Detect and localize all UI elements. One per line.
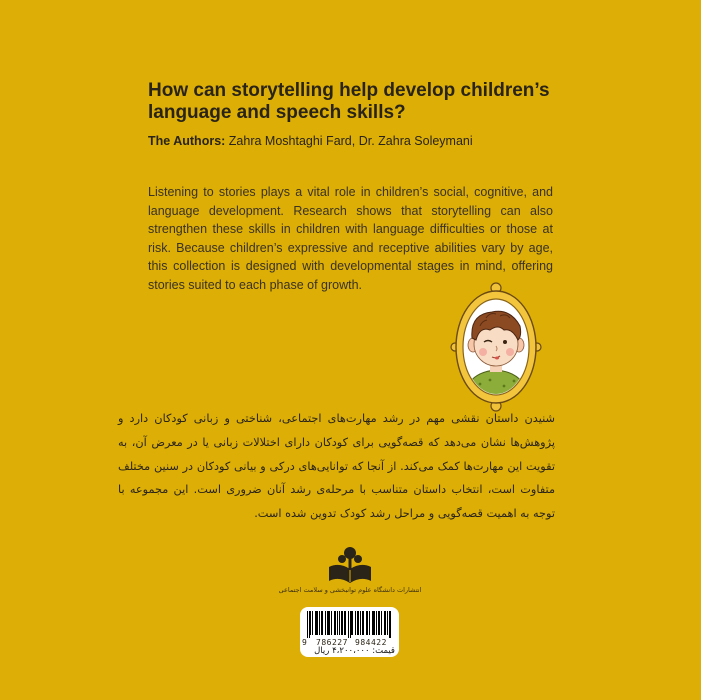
child-portrait-illustration — [450, 282, 542, 412]
barcode-bar — [379, 611, 380, 635]
barcode-bar — [350, 611, 351, 638]
barcode-bar — [369, 611, 370, 635]
barcode-bar — [315, 611, 316, 635]
barcode-bar — [358, 611, 359, 635]
barcode-bar — [325, 611, 326, 635]
authors-label: The Authors: — [148, 134, 226, 148]
barcode-bar — [360, 611, 361, 635]
barcode-bar — [372, 611, 373, 635]
barcode-bar — [355, 611, 356, 635]
barcode-bar — [351, 611, 352, 635]
barcode-bar — [344, 611, 345, 635]
barcode-bar — [390, 611, 391, 638]
publisher-name: انتشارات دانشگاه علوم توانبخشی و سلامت اجتماعی — [278, 586, 422, 594]
barcode-bar — [367, 611, 368, 635]
barcode-bar — [335, 611, 336, 635]
barcode-bar — [373, 611, 374, 635]
barcode-bar — [341, 611, 342, 635]
authors-names: Zahra Moshtaghi Fard, Dr. Zahra Soleymani — [225, 134, 473, 148]
barcode-bar — [376, 611, 377, 635]
barcode-bar — [342, 611, 343, 635]
barcode-digits-right: 984422 — [355, 638, 387, 647]
barcode-bar — [378, 611, 379, 635]
barcode-bar — [385, 611, 386, 635]
book-title: How can storytelling help develop children’s language and speech skills? — [148, 80, 550, 123]
barcode-bar — [319, 611, 320, 635]
barcode-bar — [363, 611, 364, 635]
barcode-bar — [345, 611, 346, 635]
barcode-bar — [316, 611, 317, 635]
barcode-first-digit: 9 — [302, 638, 307, 647]
barcode-bar — [334, 611, 335, 635]
barcode-bar — [328, 611, 329, 635]
barcode-bar — [389, 611, 390, 638]
barcode-bar — [374, 611, 375, 635]
barcode-bar — [327, 611, 328, 635]
barcode-bar — [310, 611, 311, 635]
price-label: قیمت: ۴،۲۰۰،۰۰۰ ریال — [314, 646, 395, 656]
persian-description: شنیدن داستان نقشی مهم در رشد مهارت‌های اجتماعی، شناختی و زبانی کودکان دارد و پژوهش‌ها نشان می‌دهد که قصه‌گویی برای کودکان دارای اختلالات زبانی یا در معرض آن، به تقویت این مهارت‌ها کمک می‌کند. از آنجا که توانایی‌های درکی و بیانی کودکان در سنین مختلف متفاوت است، انتخاب داستان متناسب با مرحله‌ی رشد آنان ضروری است. این مجموعه با توجه به اهمیت قصه‌گویی و مراحل رشد کودک تدوین شده است. — [118, 412, 555, 521]
isbn-barcode — [306, 611, 394, 638]
barcode-bar — [357, 611, 358, 635]
barcode-bar — [322, 611, 323, 635]
barcode-digits-left: 786227 — [316, 638, 348, 647]
authors-line — [148, 134, 473, 148]
publisher-logo-icon — [327, 545, 373, 585]
barcode-bar — [307, 611, 308, 638]
barcode-bar — [312, 611, 313, 635]
barcode-bar — [366, 611, 367, 635]
barcode-bar — [329, 611, 330, 635]
barcode-bar — [309, 611, 310, 638]
english-description: Listening to stories plays a vital role in children’s social, cognitive, and language development. Research shows that storytelling can also strengthen these skills in children with language difficulties or those at risk. Because children’s expressive and receptive abilities vary by age, this collection is designed with developmental stages in mind, offering stories suited to each phase of growth. — [148, 185, 553, 292]
barcode-bar — [352, 611, 353, 635]
barcode-bar — [339, 611, 340, 635]
barcode-bar — [321, 611, 322, 635]
barcode-bar — [348, 611, 349, 638]
barcode-bar — [337, 611, 338, 635]
barcode-bar — [387, 611, 388, 635]
isbn-barcode-panel — [300, 607, 399, 657]
barcode-bar — [362, 611, 363, 635]
barcode-bar — [381, 611, 382, 635]
barcode-bar — [317, 611, 318, 635]
barcode-bar — [384, 611, 385, 635]
barcode-bar — [331, 611, 332, 635]
